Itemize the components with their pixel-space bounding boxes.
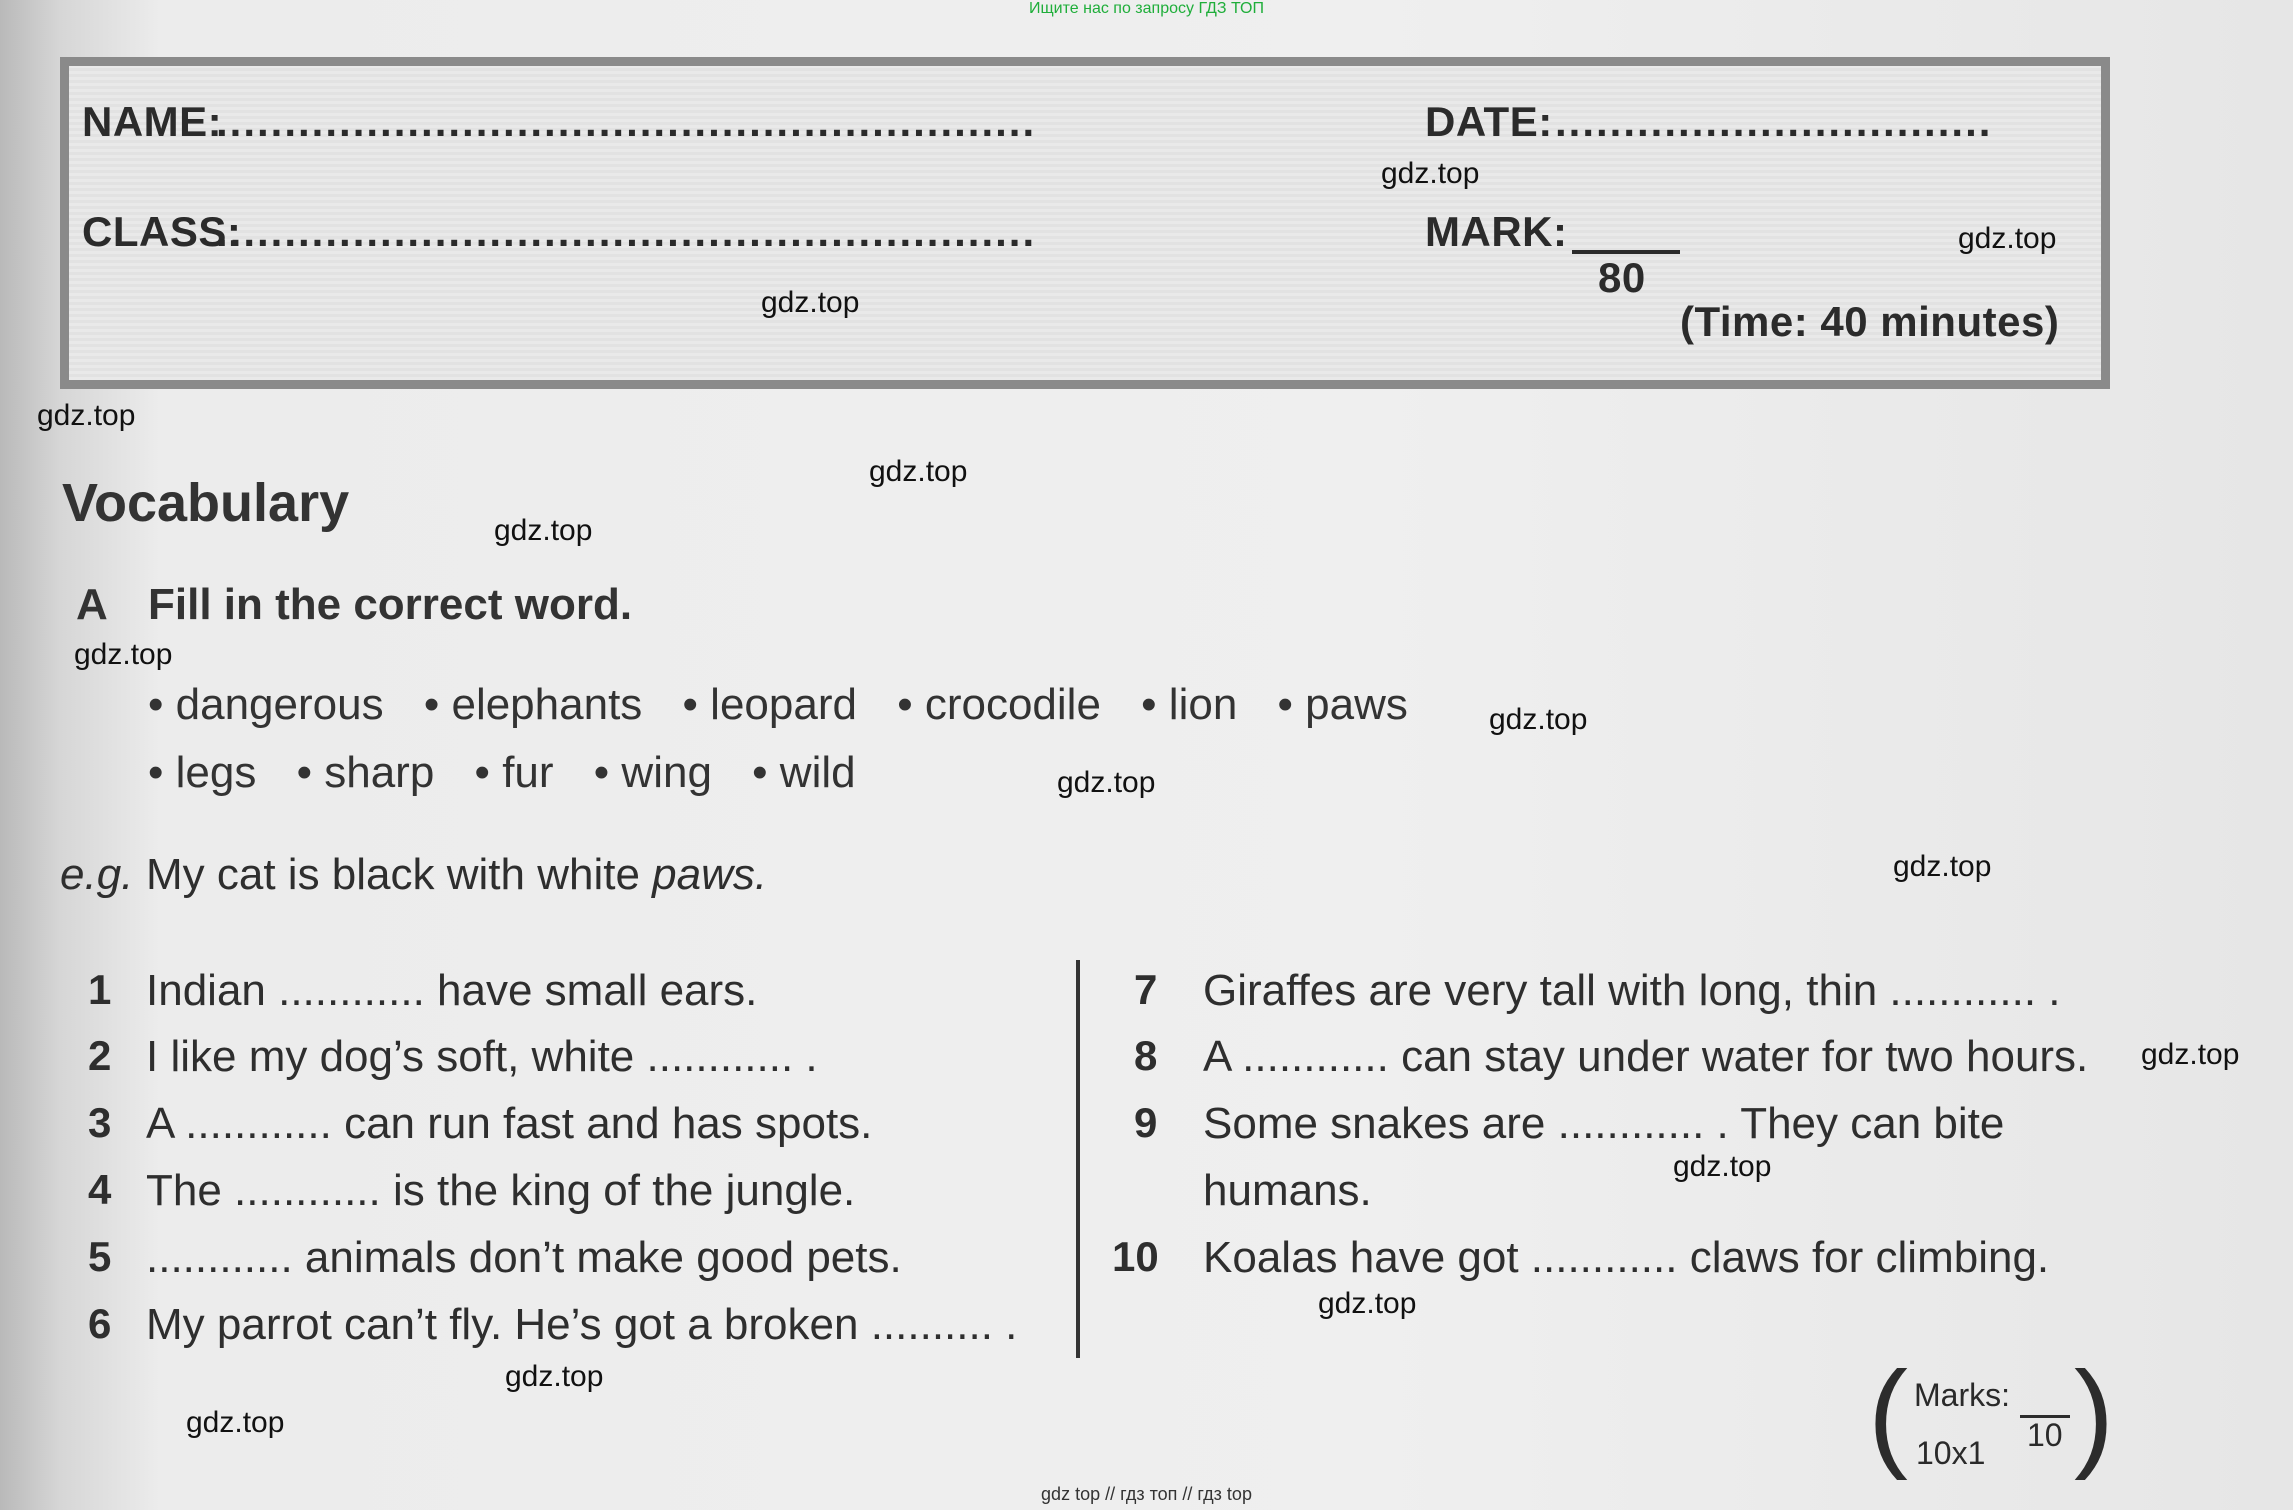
item-number: 3 — [88, 1099, 112, 1146]
word-bank-item: • wing — [593, 748, 712, 797]
example-sentence: My cat is black with white paws. — [146, 850, 768, 899]
date-field[interactable]: ................................ — [1555, 98, 1993, 145]
watermark-text: gdz.top — [37, 399, 136, 432]
word-bank-row-1 — [148, 680, 1436, 730]
class-field[interactable]: ............................................................ — [216, 208, 1037, 255]
item-number: 9 — [1134, 1099, 1158, 1146]
watermark-text: gdz.top — [1958, 222, 2057, 255]
item-sentence[interactable]: Indian ............ have small ears. — [146, 966, 758, 1015]
word-bank-item: • fur — [474, 748, 554, 797]
item-number: 1 — [88, 966, 112, 1013]
watermark-text: gdz.top — [74, 638, 173, 671]
word-bank-item: • legs — [148, 748, 257, 797]
name-field[interactable]: ............................................................ — [216, 98, 1037, 145]
watermark-text: gdz.top — [1381, 157, 1480, 190]
right-parenthesis: ) — [2074, 1347, 2114, 1481]
item-number: 6 — [88, 1300, 112, 1347]
task-letter: A — [76, 580, 108, 629]
word-bank-item: • elephants — [423, 680, 643, 729]
item-sentence[interactable]: ............ animals don’t make good pets. — [146, 1233, 902, 1282]
marks-total: 10 — [2027, 1417, 2063, 1453]
watermark-text: gdz.top — [186, 1406, 285, 1439]
item-sentence[interactable]: I like my dog’s soft, white ............ . — [146, 1032, 818, 1081]
watermark-text: gdz.top — [494, 514, 593, 547]
word-bank-item: • leopard — [682, 680, 857, 729]
watermark-text: gdz.top — [1673, 1150, 1772, 1183]
watermark-text: gdz.top — [1489, 703, 1588, 736]
footer-promo-link[interactable]: gdz top // гдз топ // гдз top — [1041, 1484, 1252, 1504]
watermark-text: gdz.top — [505, 1360, 604, 1393]
marks-box — [1868, 1347, 2114, 1485]
item-sentence[interactable]: Koalas have got ............ claws for climbing. — [1203, 1233, 2050, 1282]
column-divider — [1076, 960, 1080, 1358]
mark-total: 80 — [1598, 254, 1646, 301]
left-parenthesis: ( — [1868, 1347, 1908, 1481]
marks-label: Marks: — [1914, 1377, 2010, 1413]
date-label: DATE: — [1425, 98, 1553, 145]
class-label: CLASS: — [82, 208, 242, 255]
word-bank-item: • wild — [752, 748, 856, 797]
watermark-text: gdz.top — [869, 455, 968, 488]
item-sentence[interactable]: A ............ can stay under water for two hours. — [1203, 1032, 2089, 1081]
item-number: 7 — [1134, 966, 1158, 1013]
item-number: 8 — [1134, 1032, 1158, 1079]
name-label: NAME: — [82, 98, 223, 145]
item-sentence[interactable]: A ............ can run fast and has spots. — [146, 1099, 873, 1148]
item-sentence[interactable]: Some snakes are ............ . They can bite — [1203, 1099, 2005, 1148]
word-bank-item: • paws — [1277, 680, 1408, 729]
word-bank-item: • dangerous — [148, 680, 384, 729]
section-title-vocabulary: Vocabulary — [62, 473, 350, 533]
example-label: e.g. — [60, 850, 134, 899]
word-bank-row-2 — [148, 748, 884, 798]
watermark-text: gdz.top — [1893, 850, 1992, 883]
task-instruction: Fill in the correct word. — [148, 580, 633, 629]
word-bank-item: • sharp — [296, 748, 435, 797]
item-number: 4 — [88, 1166, 112, 1213]
item-number: 2 — [88, 1032, 112, 1079]
mark-label: MARK: — [1425, 208, 1568, 255]
watermark-text: gdz.top — [2141, 1038, 2240, 1071]
marks-calc: 10x1 — [1916, 1435, 1986, 1471]
item-sentence[interactable]: The ............ is the king of the jungle. — [146, 1166, 856, 1215]
item-sentence[interactable]: My parrot can’t fly. He’s got a broken .......... . — [146, 1300, 1018, 1349]
time-limit: (Time: 40 minutes) — [1680, 298, 2060, 345]
word-bank-item: • crocodile — [897, 680, 1101, 729]
word-bank-item: • lion — [1141, 680, 1238, 729]
example-answer: paws. — [652, 850, 768, 899]
watermark-text: gdz.top — [761, 286, 860, 319]
watermark-text: gdz.top — [1318, 1287, 1417, 1320]
item-sentence[interactable]: Giraffes are very tall with long, thin ............ . — [1203, 966, 2061, 1015]
watermark-text: gdz.top — [1057, 766, 1156, 799]
item-number: 5 — [88, 1233, 112, 1280]
item-sentence-continued[interactable]: humans. — [1203, 1166, 1372, 1215]
top-promo-link[interactable]: Ищите нас по запросу ГДЗ ТОП — [1029, 0, 1264, 17]
item-number: 10 — [1112, 1233, 1159, 1280]
